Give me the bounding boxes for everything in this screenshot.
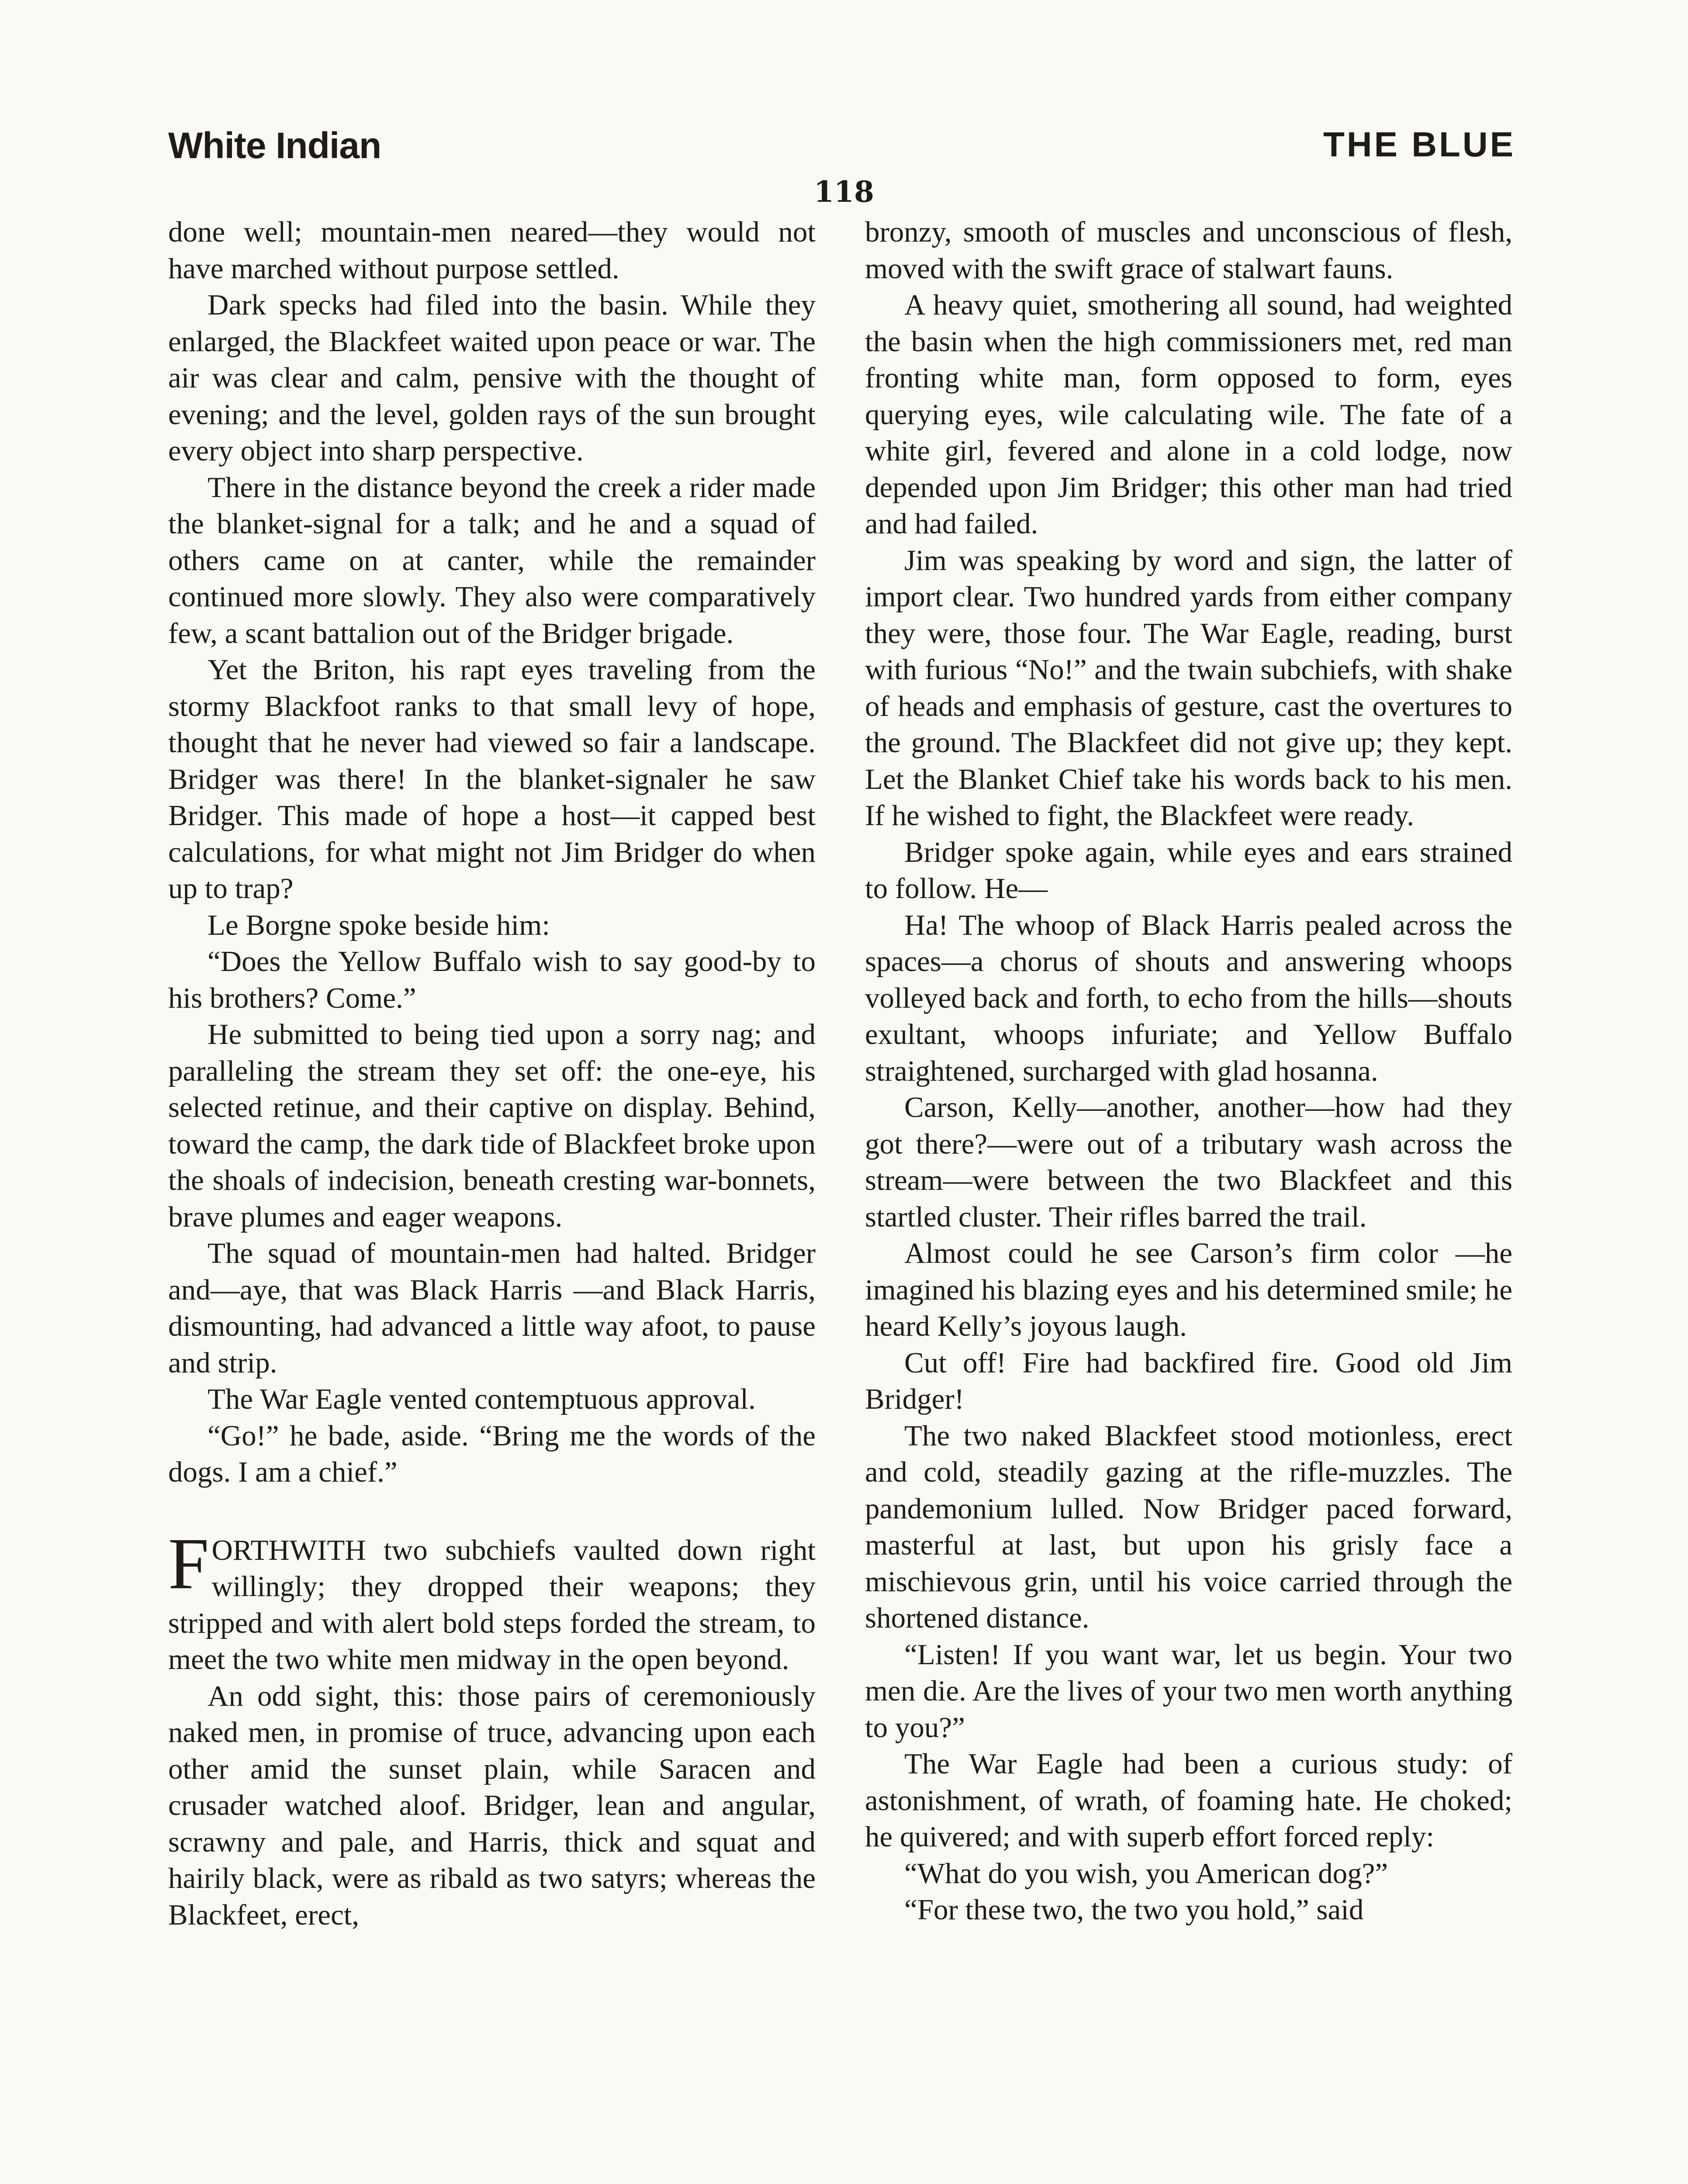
paragraph: Bridger spoke again, while eyes and ears strained to follow. He— <box>865 836 1512 905</box>
paragraph: Le Borgne spoke beside him: <box>208 909 550 941</box>
paragraph: The two naked Blackfeet stood motionless, erect and cold, steadily gazing at the rifle-muzzles. The pandemonium lulled. Now Bridger paced forward, masterful at last, but upon his grisly face a mischievous grin, until his voice carried through the shortened distance. <box>865 1419 1512 1634</box>
magazine-title: THE BLUE <box>1323 125 1515 164</box>
section-start-paragraph <box>168 1523 816 1678</box>
paragraph: The War Eagle vented contemptuous approval. <box>208 1383 756 1415</box>
paragraph: The squad of mountain-men had halted. Bridger and—aye, that was Black Harris —and Black Harris, dismounting, had advanced a little way afoot, to pause and strip. <box>168 1237 816 1379</box>
left-column <box>168 214 816 1933</box>
paragraph: Yet the Briton, his rapt eyes traveling from the stormy Blackfoot ranks to that small levy of hope, thought that he never had viewed so fair a landscape. Bridger was there! In the blanket-signaler he saw Bridger. This made of hope a host—it capped best calculations, for what might not Jim Bridger do when up to trap? <box>168 653 816 905</box>
section-start-text: ORTHWITH two subchiefs vaulted down right willingly; they dropped their weapons; they stripped and with alert bold steps forded the stream, to meet the two white men midway in the open beyond. <box>168 1534 816 1676</box>
right-column <box>865 214 1512 1928</box>
paragraph: bronzy, smooth of muscles and unconscious of flesh, moved with the swift grace of stalwart fauns. <box>865 216 1512 285</box>
running-head <box>168 124 1515 173</box>
paragraph: “What do you wish, you American dog?” <box>904 1857 1388 1890</box>
paragraph: An odd sight, this: those pairs of ceremoniously naked men, in promise of truce, advancing upon each other amid the sunset plain, while Saracen and crusader watched aloof. Bridger, lean and angular, scrawny and pale, and Harris, thick and squat and hairily black, were as ribald as two satyrs; whereas the Blackfeet, erect, <box>168 1679 816 1931</box>
paragraph: He submitted to being tied upon a sorry nag; and paralleling the stream they set off: the one-eye, his selected retinue, and their captive on display. Behind, toward the camp, the dark tide of Blackfeet broke upon the shoals of indecision, beneath cresting war-bonnets, brave plumes and eager weapons. <box>168 1018 816 1233</box>
paragraph: Dark specks had filed into the basin. While they enlarged, the Blackfeet waited upon peace or war. The air was clear and calm, pensive with the thought of evening; and the level, golden rays of the sun brought every object into sharp perspective. <box>168 289 816 467</box>
paragraph: Cut off! Fire had backfired fire. Good old Jim Bridger! <box>865 1346 1512 1415</box>
paragraph: done well; mountain-men neared—they would not have marched without purpose settled. <box>168 216 816 285</box>
drop-cap: F <box>168 1523 209 1604</box>
paragraph: “For these two, the two you hold,” said <box>904 1894 1364 1926</box>
page-number: 118 <box>814 175 874 209</box>
paragraph: Almost could he see Carson’s firm color —he imagined his blazing eyes and his determined smile; he heard Kelly’s joyous laugh. <box>865 1237 1512 1342</box>
paragraph: “Does the Yellow Buffalo wish to say good-by to his brothers? Come.” <box>168 945 816 1014</box>
paragraph: “Go!” he bade, aside. “Bring me the words of the dogs. I am a chief.” <box>168 1419 816 1488</box>
paragraph: There in the distance beyond the creek a rider made the blanket-signal for a talk; and he and a squad of others came on at canter, while the remainder continued more slowly. They also were comparatively few, a scant battalion out of the Bridger brigade. <box>168 471 816 650</box>
story-title: White Indian <box>168 125 381 166</box>
paragraph: A heavy quiet, smothering all sound, had weighted the basin when the high commissioners met, red man fronting white man, form opposed to form, eyes querying eyes, wile calculating wile. The fate of a white girl, fevered and alone in a cold lodge, now depended upon Jim Bridger; this other man had tried and had failed. <box>865 289 1512 540</box>
paragraph: Carson, Kelly—another, another—how had they got there?—were out of a tributary wash across the stream—were between the two Blackfeet and this startled cluster. Their rifles barred the trail. <box>865 1091 1512 1233</box>
paragraph: Ha! The whoop of Black Harris pealed across the spaces—a chorus of shouts and answering whoops volleyed back and forth, to echo from the hills—shouts exultant, whoops infuriate; and Yellow Buffalo straightened, surcharged with glad hosanna. <box>865 909 1512 1087</box>
paragraph: The War Eagle had been a curious study: of astonishment, of wrath, of foaming hate. He choked; he quivered; and with superb effort forced reply: <box>865 1748 1512 1853</box>
paragraph: “Listen! If you want war, let us begin. Your two men die. Are the lives of your two men worth anything to you?” <box>865 1638 1512 1744</box>
paragraph: Jim was speaking by word and sign, the latter of import clear. Two hundred yards from either company they were, those four. The War Eagle, reading, burst with furious “No!” and the twain subchiefs, with shake of heads and emphasis of gesture, cast the overtures to the ground. The Blackfeet did not give up; they kept. Let the Blanket Chief take his words back to his men. If he wished to fight, the Blackfeet were ready. <box>865 544 1512 832</box>
